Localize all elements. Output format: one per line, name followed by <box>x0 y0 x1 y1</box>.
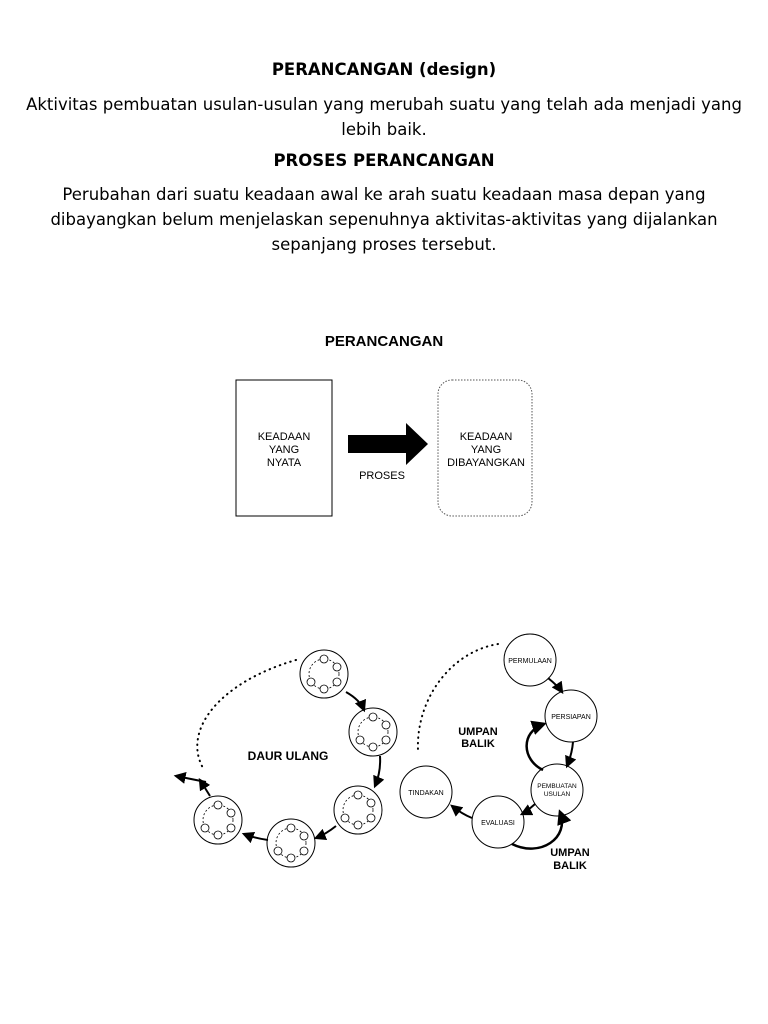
cycle-arrow-3 <box>316 826 336 838</box>
arrow-pembuatan-evaluasi <box>522 804 535 814</box>
process-paragraph: Perubahan dari suatu keadaan awal ke arah suatu keadaan masa depan yang dibayangkan belum menjelaskan sepenuhnya aktivitas-aktivitas yang dijalankan sepanjang proses tersebut. <box>50 185 718 254</box>
arrow-persiapan-pembuatan <box>567 742 573 766</box>
cycle-node-1 <box>300 650 348 698</box>
process-arrow <box>348 423 428 465</box>
diagram-title: PERANCANGAN <box>324 333 444 350</box>
cycle-exit-arrow-left <box>176 776 206 782</box>
cycle-node-2 <box>349 708 397 756</box>
current-state-line-3: NYATA <box>266 457 302 469</box>
stage-tindakan-label: TINDAKAN <box>408 790 444 797</box>
page-heading-perancangan: PERANCANGAN (design) <box>271 60 497 79</box>
feedback-bottom-line-1: UMPAN <box>550 847 590 859</box>
recycle-label: DAUR ULANG <box>247 749 329 763</box>
cycle-node-5 <box>194 796 242 844</box>
current-state-line-2: YANG <box>268 444 300 456</box>
stage-persiapan-label: PERSIAPAN <box>551 714 591 721</box>
definition-paragraph: Aktivitas pembuatan usulan-usulan yang merubah suatu yang telah ada menjadi yang lebih baik. <box>26 95 742 139</box>
feedback-arrow-top <box>527 724 544 770</box>
current-state-line-1: KEADAAN <box>257 431 311 443</box>
stage-pembuatan-label-1: PEMBUATAN <box>537 783 577 790</box>
arrow-evaluasi-tindakan <box>452 806 472 818</box>
cycle-node-3 <box>334 786 382 834</box>
perancangan-diagram <box>0 320 768 530</box>
stage-evaluasi-label: EVALUASI <box>481 820 515 827</box>
arrow-permulaan-persiapan <box>548 678 562 692</box>
stage-pembuatan-usulan <box>531 764 583 816</box>
cycle-arrow-2 <box>375 756 380 786</box>
feedback-top-line-1: UMPAN <box>458 726 498 738</box>
feedback-top-line-2: BALIK <box>461 738 495 750</box>
stage-pembuatan-label-2: USULAN <box>543 791 571 798</box>
feedback-bottom-line-2: BALIK <box>553 860 587 872</box>
envisioned-state-line-2: YANG <box>470 444 502 456</box>
stage-permulaan-label: PERMULAAN <box>508 658 552 665</box>
envisioned-state-line-3: DIBAYANGKAN <box>447 457 525 469</box>
envisioned-state-line-1: KEADAAN <box>459 431 513 443</box>
cycle-node-4 <box>267 819 315 867</box>
cycle-arrow-4 <box>244 834 268 840</box>
process-label: PROSES <box>359 470 405 482</box>
page-heading-proses: PROSES PERANCANGAN <box>273 151 495 170</box>
design-cycle-diagram <box>0 620 768 890</box>
cycle-arrow-1 <box>346 692 364 710</box>
